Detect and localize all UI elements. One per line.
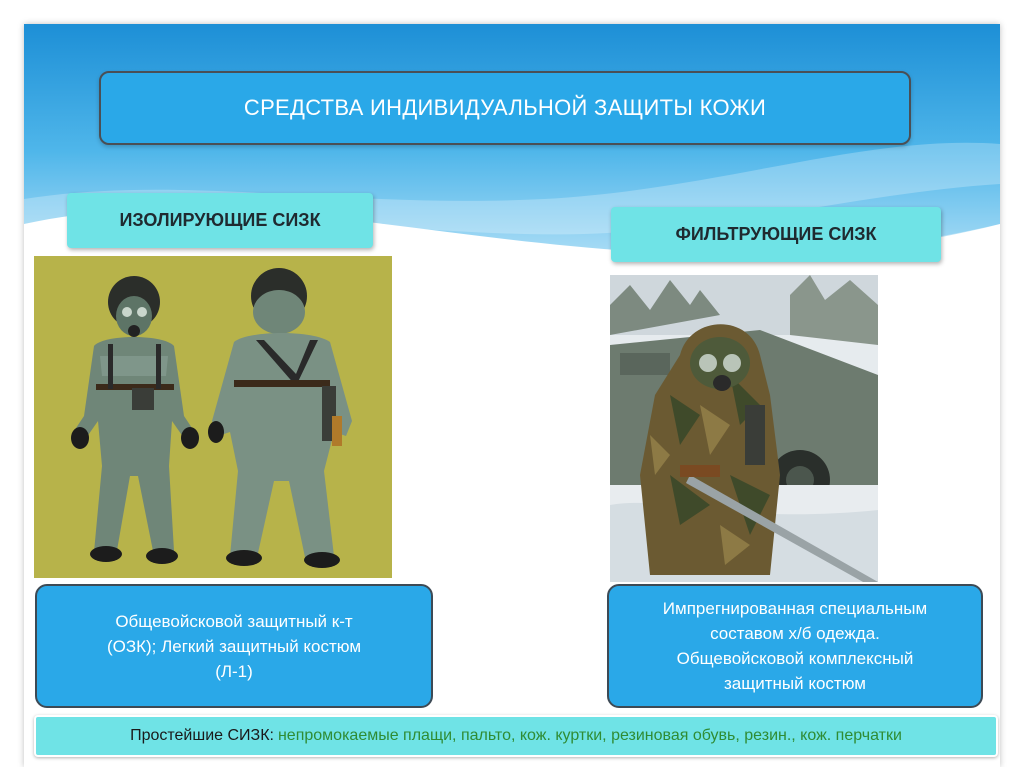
filtering-suit-photo — [610, 275, 878, 582]
isolating-suit-photo — [34, 256, 392, 578]
description-line: Общевойсковой защитный к-т — [115, 611, 353, 631]
description-line: (Л-1) — [215, 661, 253, 681]
isolating-description — [35, 584, 433, 708]
description-line: защитный костюм — [724, 674, 866, 693]
description-line: (ОЗК); Легкий защитный костюм — [106, 636, 362, 656]
category-filtering: ФИЛЬТРУЮЩИЕ СИЗК — [611, 207, 941, 262]
description-line: составом х/б одежда. — [710, 624, 880, 643]
footer-label: Простейшие СИЗК: — [130, 727, 274, 744]
description-line: Импрегнированная специальным — [662, 599, 928, 618]
category-isolating: ИЗОЛИРУЮЩИЕ СИЗК — [67, 193, 373, 248]
description-line: Общевойсковой комплексный — [676, 649, 914, 668]
filtering-description — [607, 584, 983, 708]
slide — [24, 24, 1000, 767]
footer-text: непромокаемые плащи, пальто, кож. куртки, резиновая обувь, резин., кож. перчатки — [277, 727, 902, 744]
page-title: СРЕДСТВА ИНДИВИДУАЛЬНОЙ ЗАЩИТЫ КОЖИ — [99, 71, 911, 145]
footer-note — [34, 715, 998, 757]
